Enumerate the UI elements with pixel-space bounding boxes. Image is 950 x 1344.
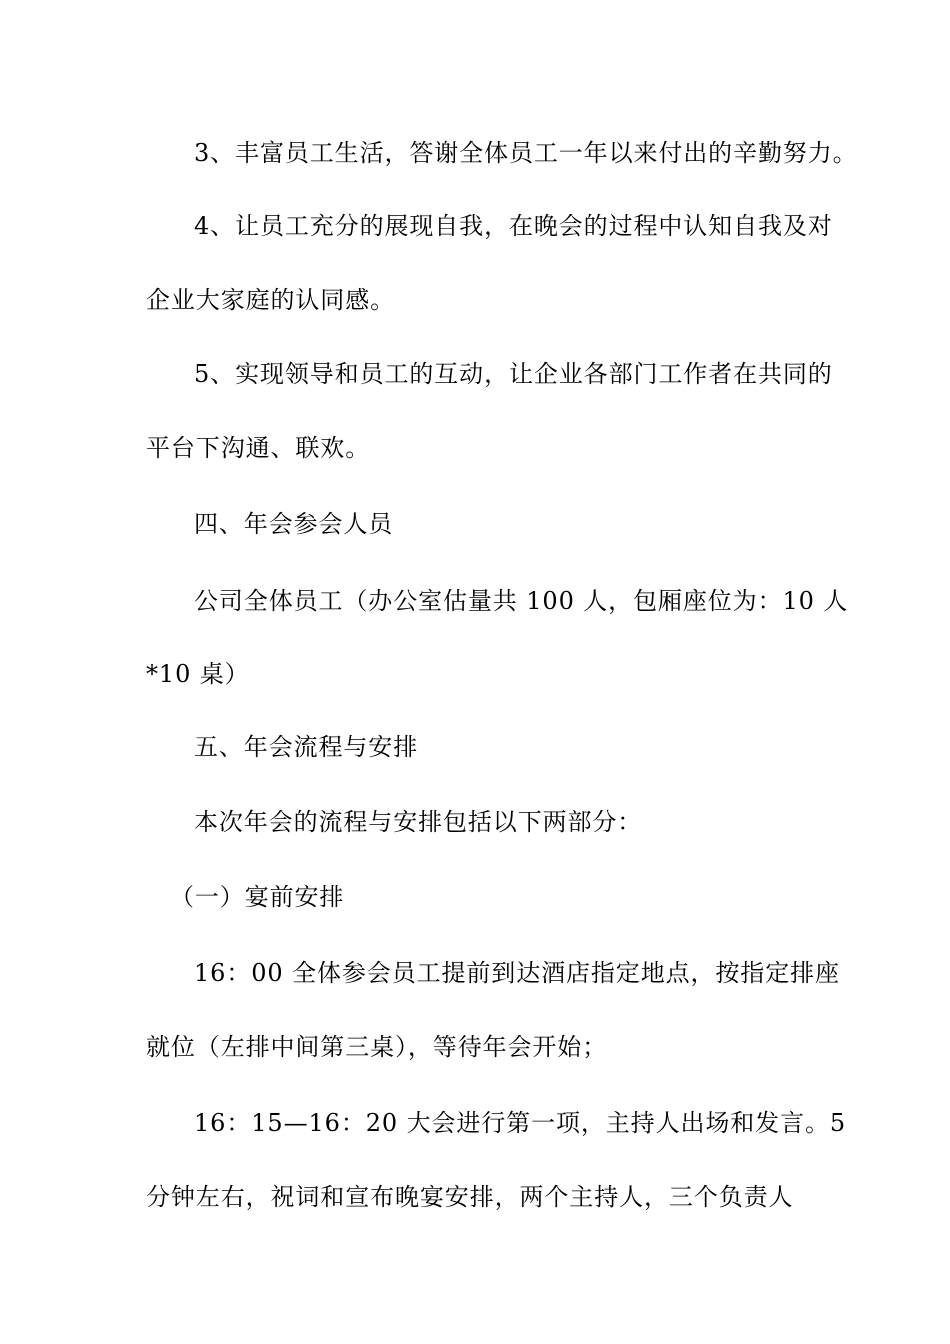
attendees-paragraph-line-1: 公司全体员工（办公室估量共 100 人，包厢座位为：10 人 xyxy=(194,587,849,615)
schedule-1600-line-1: 16：00 全体参会员工提前到达酒店指定地点，按指定排座 xyxy=(194,959,840,987)
schedule-1600-line-2: 就位（左排中间第三桌），等待年会开始； xyxy=(146,1033,608,1061)
attendees-paragraph-line-2: *10 桌） xyxy=(146,660,250,688)
section-heading-process: 五、年会流程与安排 xyxy=(194,733,419,761)
paragraph-item-5-line-2: 平台下沟通、联欢。 xyxy=(146,434,371,462)
paragraph-item-5-line-1: 5、实现领导和员工的互动，让企业各部门工作者在共同的 xyxy=(194,360,833,388)
schedule-1615-line-1: 16：15—16：20 大会进行第一项，主持人出场和发言。5 xyxy=(194,1109,847,1137)
subsection-heading-pre-banquet: （一）宴前安排 xyxy=(170,883,345,911)
paragraph-item-4-line-1: 4、让员工充分的展现自我，在晚会的过程中认知自我及对 xyxy=(194,212,833,240)
paragraph-item-4-line-2: 企业大家庭的认同感。 xyxy=(146,286,395,314)
schedule-1615-line-2: 分钟左右，祝词和宣布晚宴安排，两个主持人，三个负责人 xyxy=(146,1183,794,1211)
paragraph-item-3: 3、丰富员工生活，答谢全体员工一年以来付出的辛勤努力。 xyxy=(194,139,858,167)
section-heading-attendees: 四、年会参会人员 xyxy=(194,510,394,538)
process-intro-paragraph: 本次年会的流程与安排包括以下两部分： xyxy=(194,808,643,836)
